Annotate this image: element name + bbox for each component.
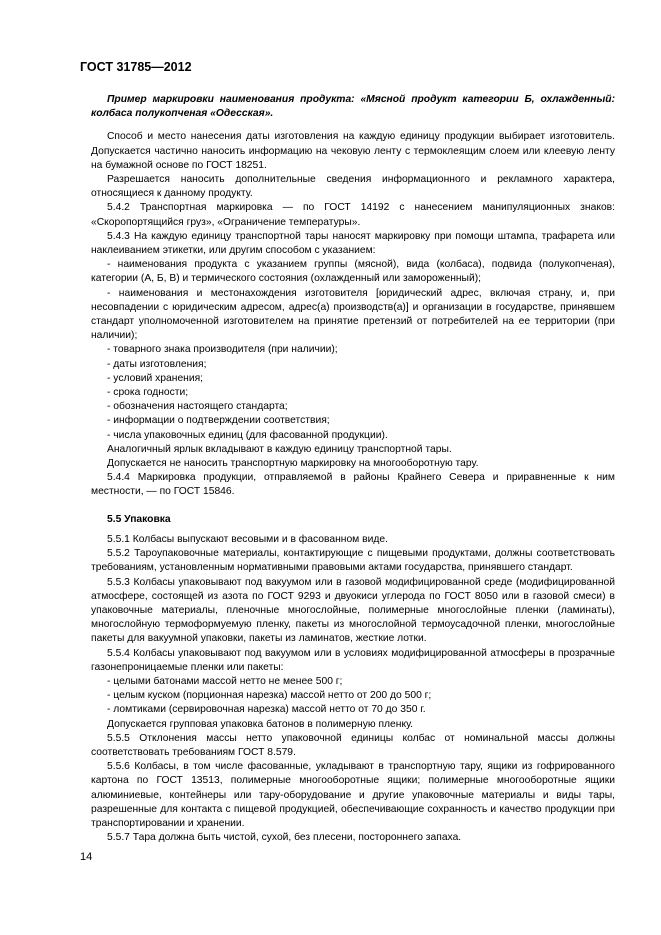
- clause-5-4-2: 5.4.2 Транспортная маркировка — по ГОСТ 14192 с нанесением манипуляционных знаков: «Скоропортящийся груз», «Ограничение температуры».: [91, 202, 615, 228]
- list-item: - обозначения настоящего стандарта;: [107, 401, 288, 413]
- paragraph: Допускается не наносить транспортную маркировку на многооборотную тару.: [107, 458, 479, 470]
- clause-5-5-3: 5.5.3 Колбасы упаковывают под вакуумом или в газовой модифицированной среде (модифицированной атмосфере, состоящей из азота по ГОСТ 9293 и двуокиси углерода по ГОСТ 8050 или в газовой смеси) в упаковочные материалы, пленочные многослойные, полимерные многослойные пленки (ламинаты), многослойную термоформуемую пленку, пакеты из многослойной термоусадочной пленки, многослойные пакеты для вакуумной упаковки, пакеты из ламинатов, жесткие лотки.: [91, 576, 615, 645]
- list-item: - целым куском (порционная нарезка) массой нетто от 200 до 500 г;: [107, 690, 432, 702]
- list-item: - товарного знака производителя (при наличии);: [107, 344, 338, 356]
- clause-5-4-3: 5.4.3 На каждую единицу транспортной тары наносят маркировку при помощи штампа, трафарета или наклеиванием этикетки, или другим способом с указанием:: [91, 230, 615, 257]
- clause-5-5-7: 5.5.7 Тара должна быть чистой, сухой, без плесени, постороннего запаха.: [107, 832, 462, 844]
- paragraph: Допускается групповая упаковка батонов в полимерную пленку.: [107, 718, 414, 730]
- paragraph: Разрешается наносить дополнительные сведения информационного и рекламного характера, относящиеся к данному продукту.: [91, 174, 615, 200]
- list-item: - наименования продукта с указанием группы (мясной), вида (колбаса), подвида (полукопченая), категории (А, Б, В) и термического состояния (охлажденный или замороженный);: [91, 259, 615, 285]
- list-item: - наименования и местонахождения изготовителя [юридический адрес, включая страну, и, при несовпадении с юридическим адресом, адрес(а) производств(а)] и организации в государстве, принявшем стандарт уполномоченной изготовителем на принятие претензий от потребителей на ее территории (при наличии);: [91, 287, 615, 342]
- list-item: - целыми батонами массой нетто не менее 500 г;: [107, 675, 343, 687]
- list-item: - даты изготовления;: [107, 358, 207, 370]
- list-item: - условий хранения;: [107, 372, 204, 384]
- list-item: - числа упаковочных единиц (для фасованной продукции).: [107, 429, 388, 441]
- section-heading: 5.5 Упаковка: [107, 513, 171, 525]
- document-header: ГОСТ 31785—2012: [80, 60, 192, 74]
- clause-5-5-4: 5.5.4 Колбасы упаковывают под вакуумом или в условиях модифицированной атмосферы в прозрачные газонепроницаемые пленки или пакеты:: [91, 647, 615, 673]
- paragraph: Аналогичный ярлык вкладывают в каждую единицу транспортной тары.: [107, 443, 452, 455]
- clause-5-5-1: 5.5.1 Колбасы выпускают весовыми и в фасованном виде.: [107, 533, 388, 545]
- clause-5-5-6: 5.5.6 Колбасы, в том числе фасованные, укладывают в транспортную тару, ящики из гофрированного картона по ГОСТ 13513, полимерные многооборотные ящики; полимерные многооборотные ящики алюминиевые, контейнеры или тару-оборудование и другие упаковочные материалы и виды тары, разрешенные для контакта с пищевой продукцией, обеспечивающие сохранность и качество продукции при транспортировании и хранении.: [91, 761, 615, 829]
- page-body: [91, 93, 615, 845]
- example-note: Пример маркировки наименования продукта: «Мясной продукт категории Б, охлажденный: колбаса полукопченая «Одесская».: [91, 94, 615, 120]
- clause-5-5-2: 5.5.2 Тароупаковочные материалы, контактирующие с пищевыми продуктами, должны соответствовать требованиям, установленным нормативными правовыми актами государства, принявшего стандарт.: [91, 548, 615, 574]
- list-item: - ломтиками (сервировочная нарезка) массой нетто от 70 до 350 г.: [107, 704, 426, 716]
- paragraph: Способ и место нанесения даты изготовления на каждую единицу продукции выбирает изготовитель. Допускается частично наносить информацию на чековую ленту с термоклеящим слоем или клеевую ленту на бумажной основе по ГОСТ 18251.: [91, 131, 615, 171]
- page-number: 14: [80, 851, 93, 863]
- list-item: - срока годности;: [107, 387, 189, 399]
- clause-5-4-4: 5.4.4 Маркировка продукции, отправляемой в районы Крайнего Севера и приравненные к ним местности, — по ГОСТ 15846.: [91, 472, 615, 498]
- clause-5-5-5: 5.5.5 Отклонения массы нетто упаковочной единицы колбас от номинальной массы должны соответствовать требованиям ГОСТ 8.579.: [91, 732, 615, 758]
- list-item: - информации о подтверждении соответствия;: [107, 415, 330, 427]
